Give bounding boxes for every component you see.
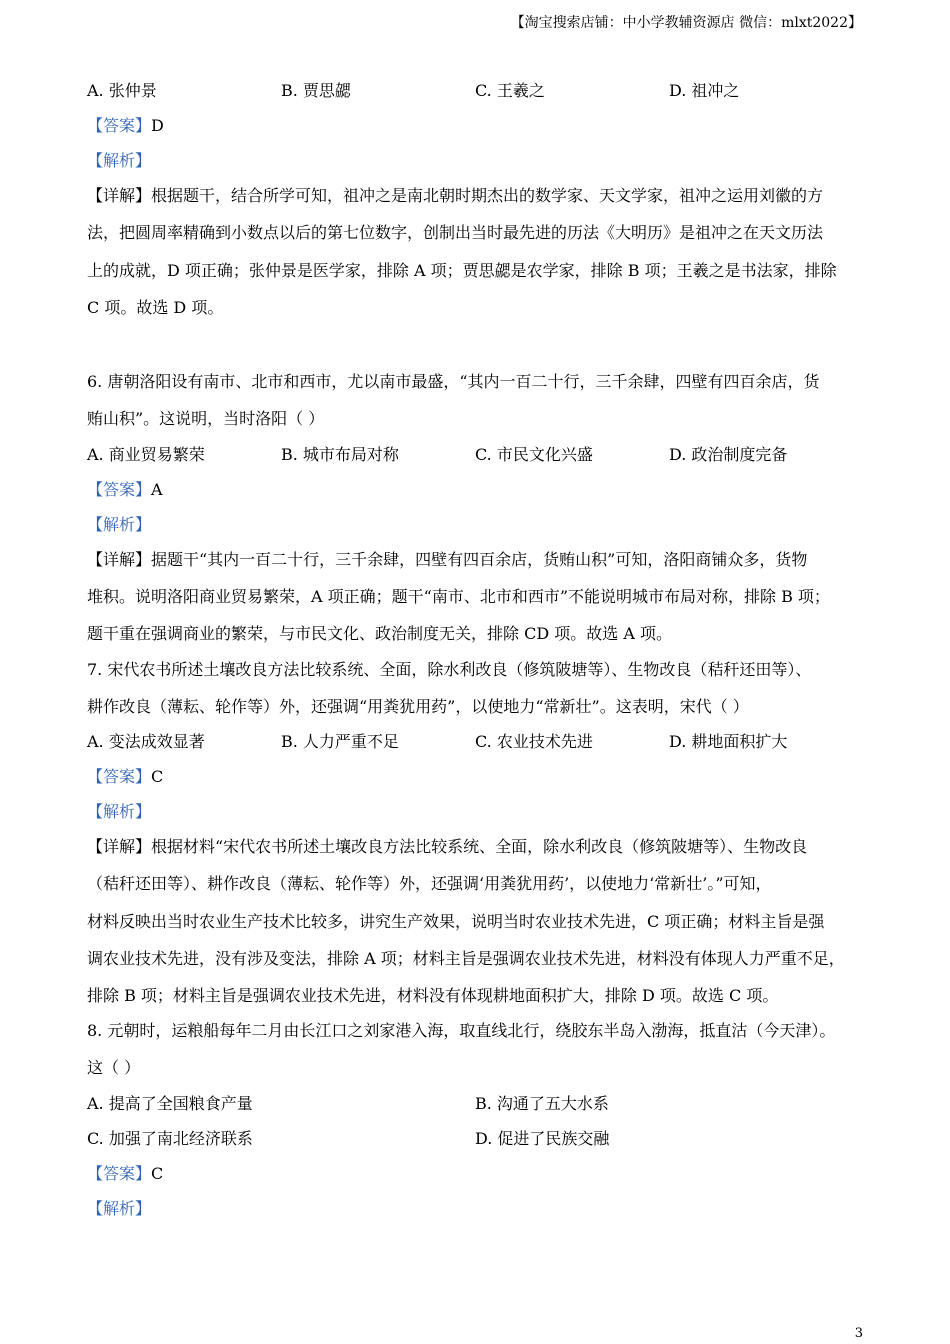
q6-stem-line: 贿山积”。这说明，当时洛阳（ ） xyxy=(87,409,325,428)
q8-option-d: D. 促进了民族交融 xyxy=(475,1129,610,1148)
page-number: 3 xyxy=(854,1326,863,1341)
q8-option-b: B. 沟通了五大水系 xyxy=(475,1094,609,1113)
answer-tag: 【答案】 xyxy=(87,1164,152,1183)
q7-option-c: C. 农业技术先进 xyxy=(475,732,593,751)
page-header: 【淘宝搜索店铺：中小学教辅资源店 微信：mlxt2022】 xyxy=(510,15,862,31)
q6-option-b: B. 城市布局对称 xyxy=(281,445,399,464)
q8-stem-line: 这（ ） xyxy=(87,1058,141,1077)
q5-detail-line: 法，把圆周率精确到小数点以后的第七位数字，创制出当时最先进的历法《大明历》是祖冲之在天文历法 xyxy=(87,223,824,242)
answer-tag: 【答案】 xyxy=(87,767,152,786)
q5-option-b: B. 贾思勰 xyxy=(281,81,351,100)
q6-option-a: A. 商业贸易繁荣 xyxy=(87,445,205,464)
q7-analysis-tag: 【解析】 xyxy=(87,802,152,821)
q7-option-d: D. 耕地面积扩大 xyxy=(669,732,788,751)
q8-option-a: A. 提高了全国粮食产量 xyxy=(87,1094,253,1113)
q8-answer xyxy=(87,1164,163,1184)
answer-value: A xyxy=(151,480,163,499)
q7-stem-line: 耕作改良（薄耘、轮作等）外，还强调“用粪犹用药”，以使地力“常新壮”。这表明，宋代（ ） xyxy=(87,697,749,716)
q7-stem-line: 7. 宋代农书所述土壤改良方法比较系统、全面，除水利改良（修筑陂塘等）、生物改良（秸秆还田等）、 xyxy=(87,660,812,679)
q6-option-d: D. 政治制度完备 xyxy=(669,445,788,464)
answer-value: C xyxy=(151,1164,164,1183)
q6-stem-line: 6. 唐朝洛阳设有南市、北市和西市，尤以南市最盛，“其内一百二十行，三千余肆，四壁有四百余店，货 xyxy=(87,372,820,391)
q7-option-b: B. 人力严重不足 xyxy=(281,732,399,751)
q5-analysis-tag: 【解析】 xyxy=(87,151,152,170)
q7-detail-line: 调农业技术先进，没有涉及变法，排除 A 项；材料主旨是强调农业技术先进，材料没有体现人力严重不足， xyxy=(87,949,845,968)
q8-stem-line: 8. 元朝时，运粮船每年二月由长江口之刘家港入海，取直线北行，绕胶东半岛入渤海，抵直沽（今天津）。 xyxy=(87,1021,836,1040)
answer-tag: 【答案】 xyxy=(87,480,152,499)
q6-analysis-tag: 【解析】 xyxy=(87,515,152,534)
q7-detail-line: 【详解】根据材料“宋代农书所述土壤改良方法比较系统、全面，除水利改良（修筑陂塘等）、生物改良 xyxy=(87,837,808,856)
q6-option-c: C. 市民文化兴盛 xyxy=(475,445,593,464)
q5-option-c: C. 王羲之 xyxy=(475,81,545,100)
q5-answer xyxy=(87,116,164,136)
q5-detail-line: 【详解】根据题干，结合所学可知，祖冲之是南北朝时期杰出的数学家、天文学家，祖冲之运用刘徽的方 xyxy=(87,186,824,205)
q8-option-c: C. 加强了南北经济联系 xyxy=(87,1129,253,1148)
q6-detail-line: 堆积。说明洛阳商业贸易繁荣，A 项正确；题干“南市、北市和西市”不能说明城市布局对称，排除 B 项； xyxy=(87,587,830,606)
q7-detail-line: 材料反映出当时农业生产技术比较多，讲究生产效果，说明当时农业技术先进，C 项正确；材料主旨是强 xyxy=(87,912,825,931)
q7-detail-line: 排除 B 项；材料主旨是强调农业技术先进，材料没有体现耕地面积扩大，排除 D 项。故选 C 项。 xyxy=(87,986,779,1005)
q6-detail-line: 题干重在强调商业的繁荣，与市民文化、政治制度无关，排除 CD 项。故选 A 项。 xyxy=(87,624,672,643)
answer-tag: 【答案】 xyxy=(87,116,152,135)
q5-detail-line: 上的成就，D 项正确；张仲景是医学家，排除 A 项；贾思勰是农学家，排除 B 项；王羲之是书法家，排除 xyxy=(87,261,837,280)
q8-analysis-tag: 【解析】 xyxy=(87,1199,152,1218)
q6-detail-line: 【详解】据题干“其内一百二十行，三千余肆，四壁有四百余店，货贿山积”可知，洛阳商铺众多，货物 xyxy=(87,550,808,569)
q6-answer xyxy=(87,480,163,500)
q7-option-a: A. 变法成效显著 xyxy=(87,732,205,751)
answer-value: C xyxy=(151,767,164,786)
q5-option-a: A. 张仲景 xyxy=(87,81,157,100)
q5-option-d: D. 祖冲之 xyxy=(669,81,740,100)
answer-value: D xyxy=(151,116,164,135)
q7-detail-line: （秸秆还田等）、耕作改良（薄耘、轮作等）外，还强调‘用粪犹用药’，以使地力‘常新壮’。”可知， xyxy=(87,874,772,893)
q7-answer xyxy=(87,767,163,787)
q5-detail-line: C 项。故选 D 项。 xyxy=(87,298,224,317)
